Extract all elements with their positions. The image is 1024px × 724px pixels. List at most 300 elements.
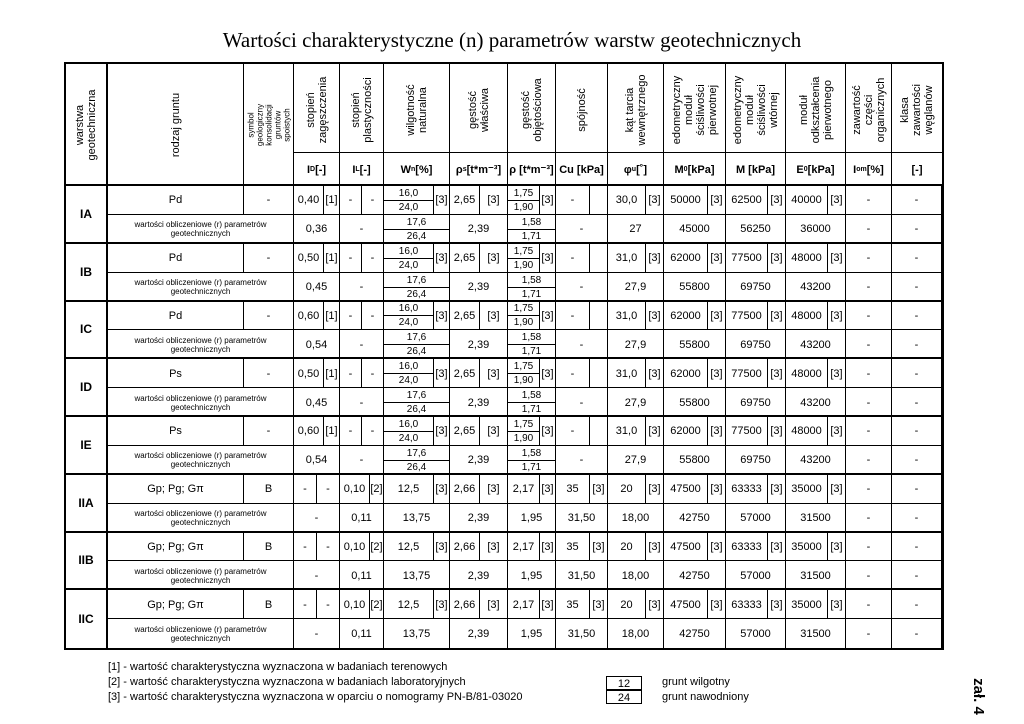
rho-value: [508, 417, 540, 446]
r-phi: 27: [608, 215, 664, 244]
phi-value: 31,0: [608, 244, 646, 273]
r-m: 69750: [726, 388, 786, 417]
r-klasa: -: [892, 215, 942, 244]
r-il: -: [340, 215, 384, 244]
layer-IB: [66, 244, 942, 302]
geo-symbol: B: [244, 475, 294, 504]
header-ID: [294, 64, 340, 186]
iom-value: -: [846, 533, 892, 562]
header-phi-label: kąt tarcia wewnętrznego: [623, 74, 648, 146]
e0-value: 35000: [786, 590, 828, 619]
r-cu: -: [556, 215, 608, 244]
r-e0: 43200: [786, 446, 846, 475]
phi-value: 30,0: [608, 186, 646, 215]
m-ref: [3]: [768, 533, 786, 562]
m-value: 77500: [726, 417, 768, 446]
rho-value-bottom: 1,90: [513, 375, 534, 387]
il-value: -: [340, 244, 362, 273]
m-ref: [3]: [768, 244, 786, 273]
r-m0: 42750: [664, 504, 726, 533]
geo-symbol: -: [244, 186, 294, 215]
r-rho-top: 1,58: [508, 389, 555, 403]
soil-type: Gp; Pg; Gπ: [108, 590, 244, 619]
row-characteristic: [108, 475, 942, 504]
m-ref: [3]: [768, 186, 786, 215]
id-value: 0,60: [294, 417, 324, 446]
header-klasa-unit: [-]: [892, 152, 942, 186]
layer-id: IA: [66, 186, 108, 242]
r-wn: 13,75: [384, 504, 450, 533]
r-iom: -: [846, 388, 892, 417]
m-value: 62500: [726, 186, 768, 215]
wn-ref: [3]: [434, 590, 450, 619]
r-klasa: -: [892, 388, 942, 417]
e0-ref: [3]: [828, 475, 846, 504]
rhos-ref: [3]: [480, 302, 508, 331]
wn-value: 12,5: [384, 533, 434, 562]
r-cu: 31,50: [556, 504, 608, 533]
r-wn-top: 17,6: [384, 389, 449, 403]
phi-ref: [3]: [646, 359, 664, 388]
r-rho-top: 1,58: [508, 331, 555, 345]
r-id: 0,45: [294, 273, 340, 302]
r-rho-bottom: 1,71: [521, 404, 542, 416]
e0-value: 48000: [786, 302, 828, 331]
r-rhos: 2,39: [450, 273, 508, 302]
r-klasa: -: [892, 273, 942, 302]
m0-value: 47500: [664, 533, 708, 562]
header-M: [726, 64, 786, 186]
iom-value: -: [846, 302, 892, 331]
phi-ref: [3]: [646, 302, 664, 331]
il-ref: -: [362, 417, 384, 446]
rhos-value: 2,66: [450, 533, 480, 562]
cu-ref: [590, 359, 608, 388]
r-rho: [508, 446, 556, 475]
r-rho-bottom: 1,71: [521, 288, 542, 300]
rho-value-top: 1,75: [508, 245, 539, 259]
r-klasa: -: [892, 330, 942, 359]
calc-label: wartości obliczeniowe (r) parametrów geotechnicznych: [108, 446, 294, 475]
r-il: -: [340, 273, 384, 302]
wn-value-bottom: 24,0: [398, 201, 419, 213]
m0-ref: [3]: [708, 417, 726, 446]
legend: [108, 660, 523, 705]
r-iom: -: [846, 446, 892, 475]
cu-ref: [3]: [590, 533, 608, 562]
header-rhos-unit: ρ s [t*m⁻³]: [450, 152, 507, 186]
r-rho-bottom: 1,71: [521, 461, 542, 473]
phi-value: 20: [608, 475, 646, 504]
rho-value-top: 1,75: [508, 187, 539, 201]
e0-ref: [3]: [828, 359, 846, 388]
rhos-ref: [3]: [480, 359, 508, 388]
row-characteristic: [108, 533, 942, 562]
r-wn: [384, 446, 450, 475]
row-calculated: [108, 215, 942, 244]
wn-ref: [3]: [434, 533, 450, 562]
r-m0: 45000: [664, 215, 726, 244]
layer-IC: [66, 302, 942, 360]
il-value: 0,10: [340, 533, 370, 562]
r-klasa: -: [892, 561, 942, 590]
r-phi: 27,9: [608, 388, 664, 417]
layer-IIC: [66, 590, 942, 648]
r-il: -: [340, 446, 384, 475]
r-id: -: [294, 561, 340, 590]
r-phi: 18,00: [608, 504, 664, 533]
layer-IIB: [66, 533, 942, 591]
rho-value: [508, 244, 540, 273]
layer-id: IE: [66, 417, 108, 473]
soil-type: Ps: [108, 417, 244, 446]
rho-value: 2,17: [508, 533, 540, 562]
rho-ref: [3]: [540, 359, 556, 388]
header-M0: [664, 64, 726, 186]
header-symbol: [244, 64, 294, 186]
id-value: 0,40: [294, 186, 324, 215]
rhos-ref: [3]: [480, 244, 508, 273]
e0-ref: [3]: [828, 417, 846, 446]
cu-ref: [3]: [590, 475, 608, 504]
e0-ref: [3]: [828, 533, 846, 562]
header-M-unit: M [kPa]: [726, 152, 785, 186]
r-e0: 36000: [786, 215, 846, 244]
r-rho-bottom: 1,71: [521, 230, 542, 242]
wn-ref: [3]: [434, 475, 450, 504]
layer-id: IC: [66, 302, 108, 358]
il-ref: [2]: [370, 590, 384, 619]
wn-value-bottom: 24,0: [398, 432, 419, 444]
header-phi: [608, 64, 664, 186]
r-klasa: -: [892, 446, 942, 475]
cu-value: -: [556, 302, 590, 331]
header-rhos-label: gęstość właściwa: [466, 87, 491, 133]
rhos-value: 2,66: [450, 590, 480, 619]
r-id: -: [294, 504, 340, 533]
m0-value: 50000: [664, 186, 708, 215]
header-ID-unit: I D [-]: [294, 152, 339, 186]
geo-symbol: -: [244, 244, 294, 273]
wn-ref: [3]: [434, 417, 450, 446]
il-ref: -: [362, 359, 384, 388]
r-wn-bottom: 26,4: [406, 404, 427, 416]
rho-value-bottom: 1,90: [513, 201, 534, 213]
cu-value: -: [556, 186, 590, 215]
r-wn: [384, 330, 450, 359]
r-il: 0,11: [340, 504, 384, 533]
r-wn-bottom: 26,4: [406, 230, 427, 242]
rhos-value: 2,66: [450, 475, 480, 504]
wn-value: [384, 417, 434, 446]
r-id: 0,54: [294, 330, 340, 359]
wn-value: 12,5: [384, 590, 434, 619]
m0-value: 62000: [664, 417, 708, 446]
header-Wn: [384, 64, 450, 186]
r-phi: 18,00: [608, 561, 664, 590]
r-rho: [508, 273, 556, 302]
id-value: 0,60: [294, 302, 324, 331]
geo-symbol: B: [244, 533, 294, 562]
m-ref: [3]: [768, 302, 786, 331]
m0-ref: [3]: [708, 475, 726, 504]
wn-value: [384, 302, 434, 331]
r-rhos: 2,39: [450, 446, 508, 475]
r-il: 0,11: [340, 561, 384, 590]
wn-value-top: 16,0: [384, 187, 433, 201]
wn-ref: [3]: [434, 359, 450, 388]
geo-symbol: B: [244, 590, 294, 619]
row-calculated: [108, 388, 942, 417]
soil-type: Pd: [108, 244, 244, 273]
r-wn-bottom: 26,4: [406, 346, 427, 358]
header-warstwa-label: warstwa geotechniczna: [74, 89, 98, 161]
wn-value-bottom: 24,0: [398, 375, 419, 387]
m-value: 77500: [726, 244, 768, 273]
r-rhos: 2,39: [450, 561, 508, 590]
wn-value: [384, 359, 434, 388]
header-Wn-unit: W n [%]: [384, 152, 449, 186]
r-rho-top: 1,58: [508, 216, 555, 230]
id-ref: [1]: [324, 359, 340, 388]
m-ref: [3]: [768, 590, 786, 619]
r-rho: [508, 388, 556, 417]
layer-id: IIA: [66, 475, 108, 531]
attachment-label: zał. 4: [969, 678, 987, 715]
header-M0-unit: M 0 [kPa]: [664, 152, 725, 186]
wn-value-bottom: 24,0: [398, 259, 419, 271]
header-Wn-label: wilgotność naturalna: [404, 84, 429, 136]
geo-symbol: -: [244, 302, 294, 331]
r-id: 0,54: [294, 446, 340, 475]
legend-item-3: [3] - wartość charakterystyczna wyznaczona w oparciu o nomogramy PN-B/81-03020: [108, 691, 523, 703]
header-rodzaj: [108, 64, 244, 186]
r-wn-top: 17,6: [384, 216, 449, 230]
header-warstwa: [66, 64, 108, 186]
rho-value-bottom: 1,90: [513, 432, 534, 444]
table-header: [66, 64, 942, 186]
wn-value-top: 16,0: [384, 360, 433, 374]
header-IL-unit: I L [-]: [340, 152, 383, 186]
cu-value: -: [556, 244, 590, 273]
soil-type: Ps: [108, 359, 244, 388]
m0-ref: [3]: [708, 302, 726, 331]
r-rhos: 2,39: [450, 504, 508, 533]
cu-ref: [590, 186, 608, 215]
il-ref: -: [362, 244, 384, 273]
r-e0: 43200: [786, 273, 846, 302]
m-value: 63333: [726, 533, 768, 562]
r-wn-top: 17,6: [384, 331, 449, 345]
m0-value: 47500: [664, 475, 708, 504]
r-id: 0,45: [294, 388, 340, 417]
r-cu: -: [556, 273, 608, 302]
header-Cu: [556, 64, 608, 186]
phi-value: 31,0: [608, 359, 646, 388]
e0-value: 48000: [786, 417, 828, 446]
r-e0: 43200: [786, 388, 846, 417]
header-E0-unit: E 0 [kPa]: [786, 152, 845, 186]
rhos-ref: [3]: [480, 590, 508, 619]
r-m: 57000: [726, 619, 786, 648]
r-m0: 55800: [664, 446, 726, 475]
page-title: Wartości charakterystyczne (n) parametrów warstw geotechnicznych: [222, 28, 802, 52]
il-value: -: [340, 417, 362, 446]
m-ref: [3]: [768, 359, 786, 388]
header-E0: [786, 64, 846, 186]
rhos-value: 2,65: [450, 244, 480, 273]
e0-ref: [3]: [828, 590, 846, 619]
m0-value: 62000: [664, 244, 708, 273]
m-value: 77500: [726, 359, 768, 388]
r-klasa: -: [892, 504, 942, 533]
r-phi: 18,00: [608, 619, 664, 648]
rhos-value: 2,65: [450, 417, 480, 446]
r-wn-top: 17,6: [384, 274, 449, 288]
iom-value: -: [846, 186, 892, 215]
m0-value: 47500: [664, 590, 708, 619]
r-phi: 27,9: [608, 330, 664, 359]
r-iom: -: [846, 561, 892, 590]
il-value: 0,10: [340, 475, 370, 504]
header-rhos: [450, 64, 508, 186]
calc-label: wartości obliczeniowe (r) parametrów geotechnicznych: [108, 561, 294, 590]
legend-label-wet: grunt wilgotny: [662, 676, 730, 688]
il-value: 0,10: [340, 590, 370, 619]
rho-ref: [3]: [540, 533, 556, 562]
header-rho-unit: ρ [t*m⁻³]: [508, 152, 555, 186]
phi-value: 31,0: [608, 417, 646, 446]
phi-ref: [3]: [646, 590, 664, 619]
row-characteristic: [108, 417, 942, 446]
wn-value-bottom: 24,0: [398, 317, 419, 329]
r-rho-top: 1,58: [508, 447, 555, 461]
klasa-value: -: [892, 359, 942, 388]
rho-ref: [3]: [540, 244, 556, 273]
il-ref: -: [362, 186, 384, 215]
header-phi-unit: φ u [˚]: [608, 152, 663, 186]
rho-ref: [3]: [540, 590, 556, 619]
rhos-value: 2,65: [450, 359, 480, 388]
row-characteristic: [108, 244, 942, 273]
layer-ID: [66, 359, 942, 417]
phi-ref: [3]: [646, 244, 664, 273]
parameters-table: [64, 62, 944, 650]
soil-type: Pd: [108, 302, 244, 331]
r-wn: 13,75: [384, 619, 450, 648]
header-IL: [340, 64, 384, 186]
r-wn-bottom: 26,4: [406, 461, 427, 473]
header-Cu-unit: Cu [kPa]: [556, 152, 607, 186]
id-value: 0,50: [294, 359, 324, 388]
r-iom: -: [846, 330, 892, 359]
rhos-value: 2,65: [450, 186, 480, 215]
il-ref: [2]: [370, 475, 384, 504]
e0-value: 35000: [786, 533, 828, 562]
phi-value: 20: [608, 533, 646, 562]
cu-ref: [3]: [590, 590, 608, 619]
r-m0: 55800: [664, 388, 726, 417]
row-calculated: [108, 561, 942, 590]
header-Iom: [846, 64, 892, 186]
r-m: 57000: [726, 504, 786, 533]
wn-ref: [3]: [434, 244, 450, 273]
r-rho: 1,95: [508, 504, 556, 533]
header-Cu-label: spójność: [575, 88, 588, 132]
m-ref: [3]: [768, 417, 786, 446]
id-ref: [1]: [324, 302, 340, 331]
r-rho: 1,95: [508, 619, 556, 648]
r-cu: -: [556, 388, 608, 417]
iom-value: -: [846, 244, 892, 273]
e0-ref: [3]: [828, 302, 846, 331]
header-IL-label: stopień plastyczności: [349, 77, 374, 143]
legend-item-2: [2] - wartość charakterystyczna wyznaczona w badaniach laboratoryjnych: [108, 676, 466, 688]
klasa-value: -: [892, 244, 942, 273]
wn-value: [384, 186, 434, 215]
calc-label: wartości obliczeniowe (r) parametrów geotechnicznych: [108, 330, 294, 359]
soil-type: Gp; Pg; Gπ: [108, 475, 244, 504]
header-klasa-label: klasa zawartości węglanów: [899, 84, 935, 136]
r-iom: -: [846, 504, 892, 533]
rho-value-top: 1,75: [508, 302, 539, 316]
phi-ref: [3]: [646, 417, 664, 446]
r-cu: -: [556, 330, 608, 359]
r-rhos: 2,39: [450, 330, 508, 359]
r-phi: 27,9: [608, 446, 664, 475]
soil-type: Gp; Pg; Gπ: [108, 533, 244, 562]
rhos-ref: [3]: [480, 186, 508, 215]
header-M0-label: edometryczny moduł ściśliwości pierwotnej: [670, 75, 719, 145]
cu-value: 35: [556, 533, 590, 562]
legend-box-saturated: 24: [606, 690, 642, 704]
m-value: 63333: [726, 475, 768, 504]
r-wn-bottom: 26,4: [406, 288, 427, 300]
r-wn-top: 17,6: [384, 447, 449, 461]
header-M-label: edometryczny moduł ściśliwości wtórnej: [731, 75, 780, 145]
rho-ref: [3]: [540, 186, 556, 215]
id-ref: -: [317, 475, 340, 504]
m0-ref: [3]: [708, 186, 726, 215]
iom-value: -: [846, 417, 892, 446]
r-m0: 55800: [664, 273, 726, 302]
rho-value: [508, 359, 540, 388]
il-value: -: [340, 302, 362, 331]
e0-value: 40000: [786, 186, 828, 215]
e0-value: 35000: [786, 475, 828, 504]
r-rho: 1,95: [508, 561, 556, 590]
phi-value: 20: [608, 590, 646, 619]
row-calculated: [108, 446, 942, 475]
cu-value: -: [556, 359, 590, 388]
r-il: -: [340, 330, 384, 359]
r-wn: [384, 215, 450, 244]
id-value: -: [294, 533, 317, 562]
phi-value: 31,0: [608, 302, 646, 331]
e0-value: 48000: [786, 359, 828, 388]
wn-value: 12,5: [384, 475, 434, 504]
r-m: 57000: [726, 561, 786, 590]
m0-ref: [3]: [708, 244, 726, 273]
rho-value-bottom: 1,90: [513, 259, 534, 271]
r-e0: 31500: [786, 561, 846, 590]
r-rho: [508, 215, 556, 244]
row-characteristic: [108, 186, 942, 215]
rho-ref: [3]: [540, 475, 556, 504]
layer-id: IIB: [66, 533, 108, 589]
legend-item-1: [1] - wartość charakterystyczna wyznaczona w badaniach terenowych: [108, 661, 448, 673]
il-ref: [2]: [370, 533, 384, 562]
